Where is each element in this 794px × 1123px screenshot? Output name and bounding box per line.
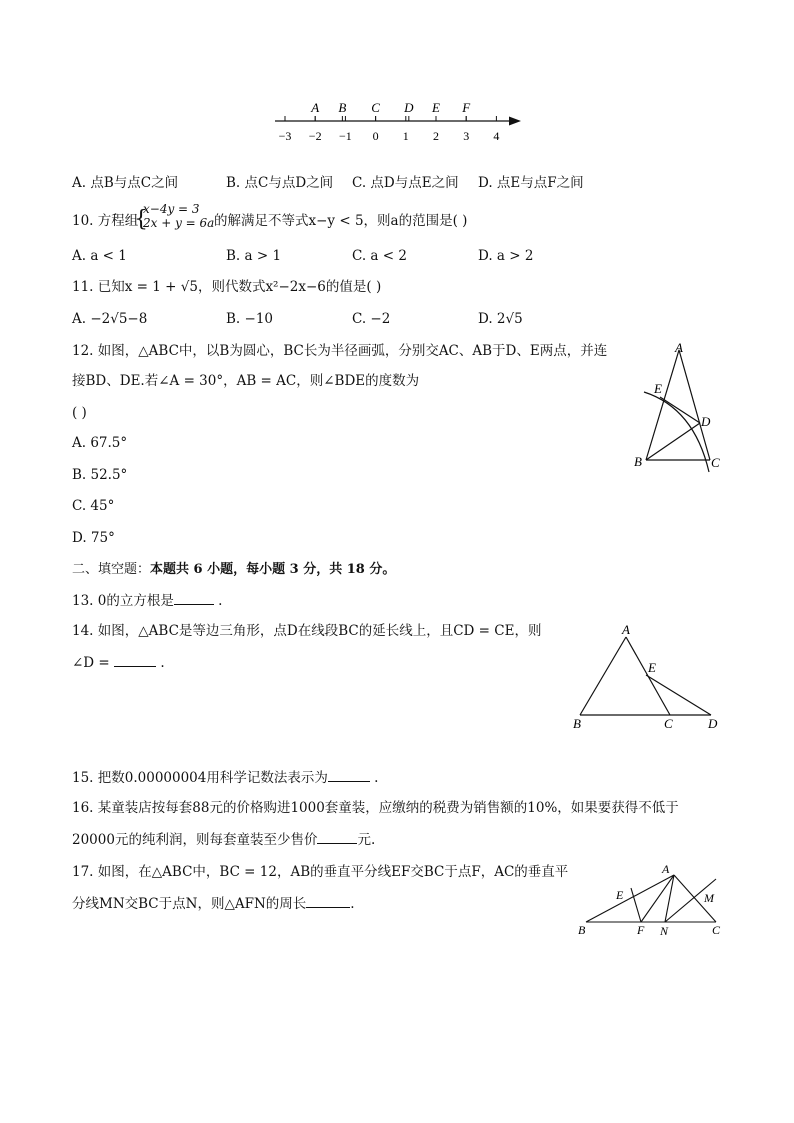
q14-segment-ed <box>646 675 711 715</box>
q12-label-d: D <box>701 414 711 429</box>
number-line-tick-label: 2 <box>433 129 439 143</box>
q14-line-1: 14. 如图，△ABC是等边三角形，点D在线段BC的延长线上，且CD = CE，则 <box>72 623 542 639</box>
q15-text: 15. 把数0.00000004用科学记数法表示为 <box>72 770 328 786</box>
q10-equation-1: x−4y = 3 <box>143 202 200 216</box>
q12-line-1: 12. 如图，△ABC中，以B为圆心，BC长为半径画弧，分别交AC、AB于D、E两点，并连 <box>72 343 608 359</box>
q13-question <box>72 590 222 611</box>
number-line-tick-label: 4 <box>493 129 500 143</box>
q17-label-m: M <box>704 891 714 905</box>
q9-option-a[interactable]: A. 点B与点C之间 <box>72 175 179 191</box>
q12-option-d[interactable]: D. 75° <box>72 530 115 546</box>
q11-option-c[interactable]: C. −2 <box>352 311 391 327</box>
q16-end: 元. <box>357 832 376 848</box>
number-line-point-label: F <box>462 100 471 115</box>
q12-label-c: C <box>711 455 720 470</box>
number-line-point-label: D <box>404 100 414 115</box>
number-line-tick-label: 1 <box>402 129 409 143</box>
q14-end: . <box>160 655 165 671</box>
q14-label-d: D <box>708 716 718 731</box>
q17-label-b: B <box>578 923 586 937</box>
q12-line-2: 接BD、DE.若∠A = 30°，AB = AC，则∠BDE的度数为 <box>72 373 420 389</box>
q12-option-a[interactable]: A. 67.5° <box>72 435 128 451</box>
q12-label-e: E <box>654 381 662 396</box>
q15-end: . <box>374 770 379 786</box>
q11-option-b[interactable]: B. −10 <box>226 311 273 327</box>
q14-label-c: C <box>664 716 673 731</box>
q10-option-a[interactable]: A. a < 1 <box>72 248 127 264</box>
q17-label-n: N <box>660 924 669 938</box>
number-line-tick-label: −1 <box>339 129 352 143</box>
q12-segment-de <box>660 397 700 423</box>
number-line-tick-label: −2 <box>308 129 322 143</box>
q13-text: 13. 0的立方根是 <box>72 593 174 609</box>
number-line-arrow <box>509 117 521 126</box>
q14-label-e: E <box>648 660 656 675</box>
q15-answer-blank[interactable] <box>328 767 370 782</box>
q10-option-b[interactable]: B. a > 1 <box>226 248 282 264</box>
q16-answer-blank[interactable] <box>317 829 357 844</box>
q12-option-b[interactable]: B. 52.5° <box>72 467 128 483</box>
q17-line-2 <box>72 893 355 914</box>
q17-text: 分线MN交BC于点N，则△AFN的周长 <box>72 896 307 912</box>
q10-equation-2: 2x + y = 6a <box>143 216 215 230</box>
q9-option-b[interactable]: B. 点C与点D之间 <box>226 175 334 191</box>
q12-segment-ab <box>646 350 679 460</box>
number-line-point-label: E <box>432 100 440 115</box>
number-line-point-label: C <box>371 100 380 115</box>
q14-angle-d: ∠D = <box>72 655 110 671</box>
q17-label-a: A <box>662 862 670 876</box>
section-2-body: 本题共 6 小题，每小题 3 分，共 18 分。 <box>150 562 396 577</box>
q17-label-c: C <box>712 923 721 937</box>
q9-option-c[interactable]: C. 点D与点E之间 <box>352 175 459 191</box>
q10-suffix: 的解满足不等式x−y < 5，则a的范围是( ) <box>214 213 468 229</box>
q12-label-a: A <box>675 340 683 355</box>
number-line-tick-label: 0 <box>372 129 379 143</box>
q15-question <box>72 767 378 788</box>
q17-triangle-figure <box>570 858 730 940</box>
q12-triangle-figure <box>624 336 734 476</box>
q12-paren: ( ) <box>72 405 87 421</box>
q13-end: . <box>218 593 223 609</box>
q11-option-a[interactable]: A. −2√5−8 <box>72 311 148 327</box>
q17-answer-blank[interactable] <box>306 893 350 908</box>
number-line-tick-label: −3 <box>278 129 292 143</box>
q13-answer-blank[interactable] <box>174 590 214 605</box>
number-line-tick-label: 3 <box>463 129 470 143</box>
q11-stem: 11. 已知x = 1 + √5，则代数式x²−2x−6的值是( ) <box>72 279 382 295</box>
number-line-point-label: A <box>311 100 320 115</box>
q14-triangle-figure <box>566 620 730 736</box>
section-2-heading <box>72 560 395 580</box>
q17-end: . <box>350 896 355 912</box>
q12-option-c[interactable]: C. 45° <box>72 498 115 514</box>
q16-text: 20000元的纯利润，则每套童装至少售价 <box>72 832 318 848</box>
number-line-figure <box>265 92 535 148</box>
q17-segment-ab <box>586 875 674 922</box>
q17-label-e: E <box>616 888 624 902</box>
q10-brace: { <box>134 207 148 232</box>
q10-prefix: 10. 方程组 <box>72 213 139 229</box>
q14-label-b: B <box>573 716 581 731</box>
q12-segment-ac <box>679 350 710 460</box>
number-line-point-label: B <box>338 100 347 115</box>
q14-label-a: A <box>622 622 630 637</box>
q10-option-d[interactable]: D. a > 2 <box>478 248 534 264</box>
q12-label-b: B <box>634 454 642 469</box>
section-2-prefix: 二、填空题： <box>72 562 151 577</box>
q17-label-f: F <box>637 923 645 937</box>
q9-option-d[interactable]: D. 点E与点F之间 <box>478 175 584 191</box>
q16-line-1: 16. 某童装店按每套88元的价格购进1000套童装，应缴纳的税费为销售额的10%，如果要获得不低于 <box>72 800 679 816</box>
q14-segment-ab <box>580 637 626 715</box>
q14-answer-blank[interactable] <box>114 652 156 667</box>
q16-line-2 <box>72 829 375 850</box>
q11-option-d[interactable]: D. 2√5 <box>478 311 523 327</box>
q10-option-c[interactable]: C. a < 2 <box>352 248 407 264</box>
q14-line-2 <box>72 652 165 673</box>
q17-line-1: 17. 如图，在△ABC中，BC = 12，AB的垂直平分线EF交BC于点F，AC的垂直平 <box>72 864 569 880</box>
